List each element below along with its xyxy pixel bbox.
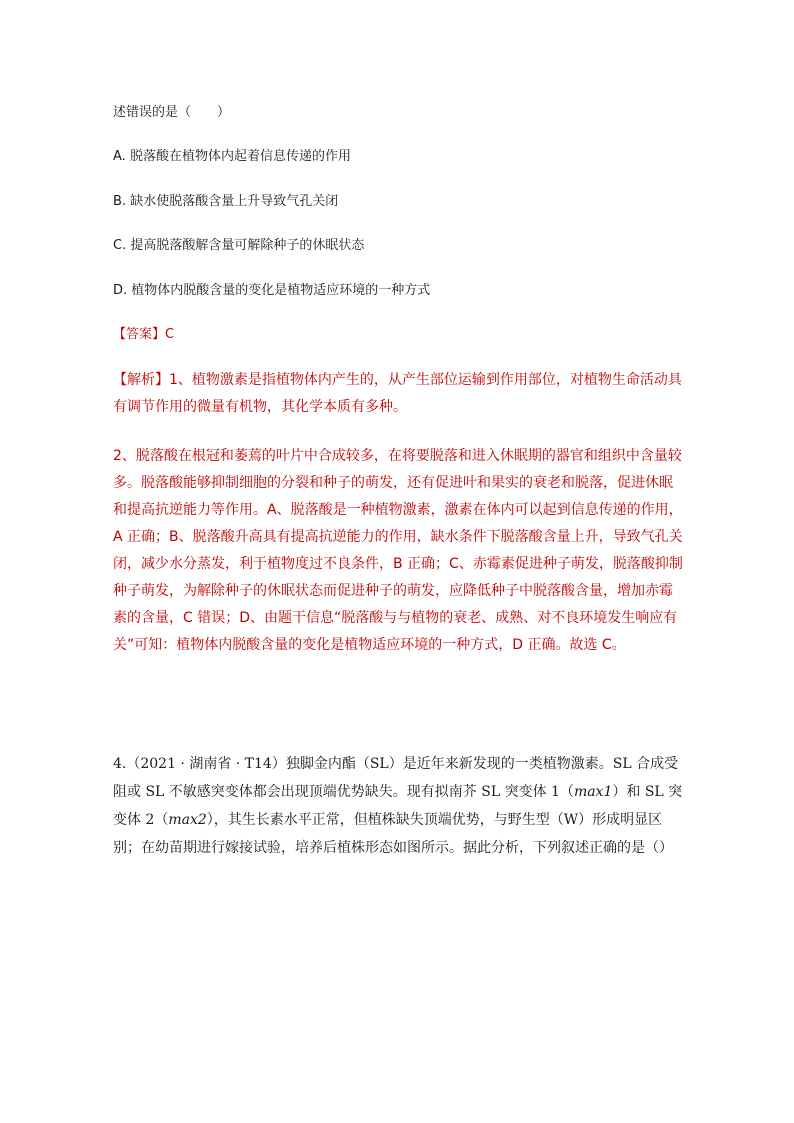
option-c-label: C.: [113, 238, 127, 253]
question-stem-text: 述错误的是（ ）: [113, 105, 231, 120]
question-4-part2: ）和 SL 突变体 2（: [113, 784, 683, 828]
question-4: [113, 750, 685, 862]
answer-line: [113, 326, 174, 344]
option-a-text: 脱落酸在植物体内起着信息传递的作用: [129, 149, 351, 164]
option-d-label: D.: [113, 283, 128, 298]
option-b-text: 缺水使脱落酸含量上升导致气孔关闭: [130, 194, 339, 209]
answer-label: 【答案】: [113, 327, 166, 342]
analysis-para1-text: 1、植物激素是指植物体内产生的，从产生部位运输到作用部位，对植物生命活动具有调节作用的微量有机物，其化学本质有多种。: [113, 372, 682, 415]
option-b-label: B.: [113, 194, 127, 209]
option-a-label: A.: [113, 149, 126, 164]
analysis-paragraph-2: [113, 443, 685, 659]
option-a: [113, 148, 351, 166]
option-b: [113, 193, 338, 211]
question-4-mutant1: max1: [573, 784, 613, 800]
option-d-text: 植物体内脱酸含量的变化是植物适应环境的一种方式: [131, 283, 431, 298]
question-stem: [113, 104, 230, 122]
question-4-part3: ），其生长素水平正常，但植株缺失顶端优势，与野生型（W）形成明显区别；在幼苗期进行嫁接试验，培养后植株形态如图所示。据此分析，下列叙述正确的是（）: [113, 812, 673, 856]
analysis-para2-text: 2、脱落酸在根冠和萎蔫的叶片中合成较多，在将要脱落和进入休眠期的器官和组织中含量较多。脱落酸能够抑制细胞的分裂和种子的萌发，还有促进叶和果实的衰老和脱落，促进休眠和提高抗逆能力等作用。A、脱落酸是一种植物激素，激素在体内可以起到信息传递的作用，A 正确；B、脱落酸升高具有提高抗逆能力的作用，缺水条件下脱落酸含量上升，导致气孔关闭，减少水分蒸发，利于植物度过不良条件，B 正确；C、赤霉素促进种子萌发，脱落酸抑制种子萌发，为解除种子的休眠状态而促进种子的萌发，应降低种子中脱落酸含量，增加赤霉素的含量，C 错误；D、由题干信息“脱落酸与与植物的衰老、成熟、对不良环境发生响应有关”可知：植物体内脱酸含量的变化是植物适应环境的一种方式，D 正确。故选 C。: [113, 448, 683, 653]
question-4-mutant2: max2: [168, 812, 207, 828]
option-c-text: 提高脱落酸解含量可解除种子的休眠状态: [130, 238, 365, 253]
analysis-paragraph-1: [113, 367, 685, 421]
analysis-label: 【解析】: [113, 372, 169, 388]
answer-value: C: [165, 327, 175, 342]
question-4-part1: 4.（2021 · 湖南省 · T14）独脚金内酯（SL）是近年来新发现的一类植物激素。SL 合成受阻或 SL 不敏感突变体都会出现顶端优势缺失。现有拟南芥 SL 突变体 1（: [113, 756, 679, 800]
option-c: [113, 237, 364, 255]
option-d: [113, 282, 430, 300]
